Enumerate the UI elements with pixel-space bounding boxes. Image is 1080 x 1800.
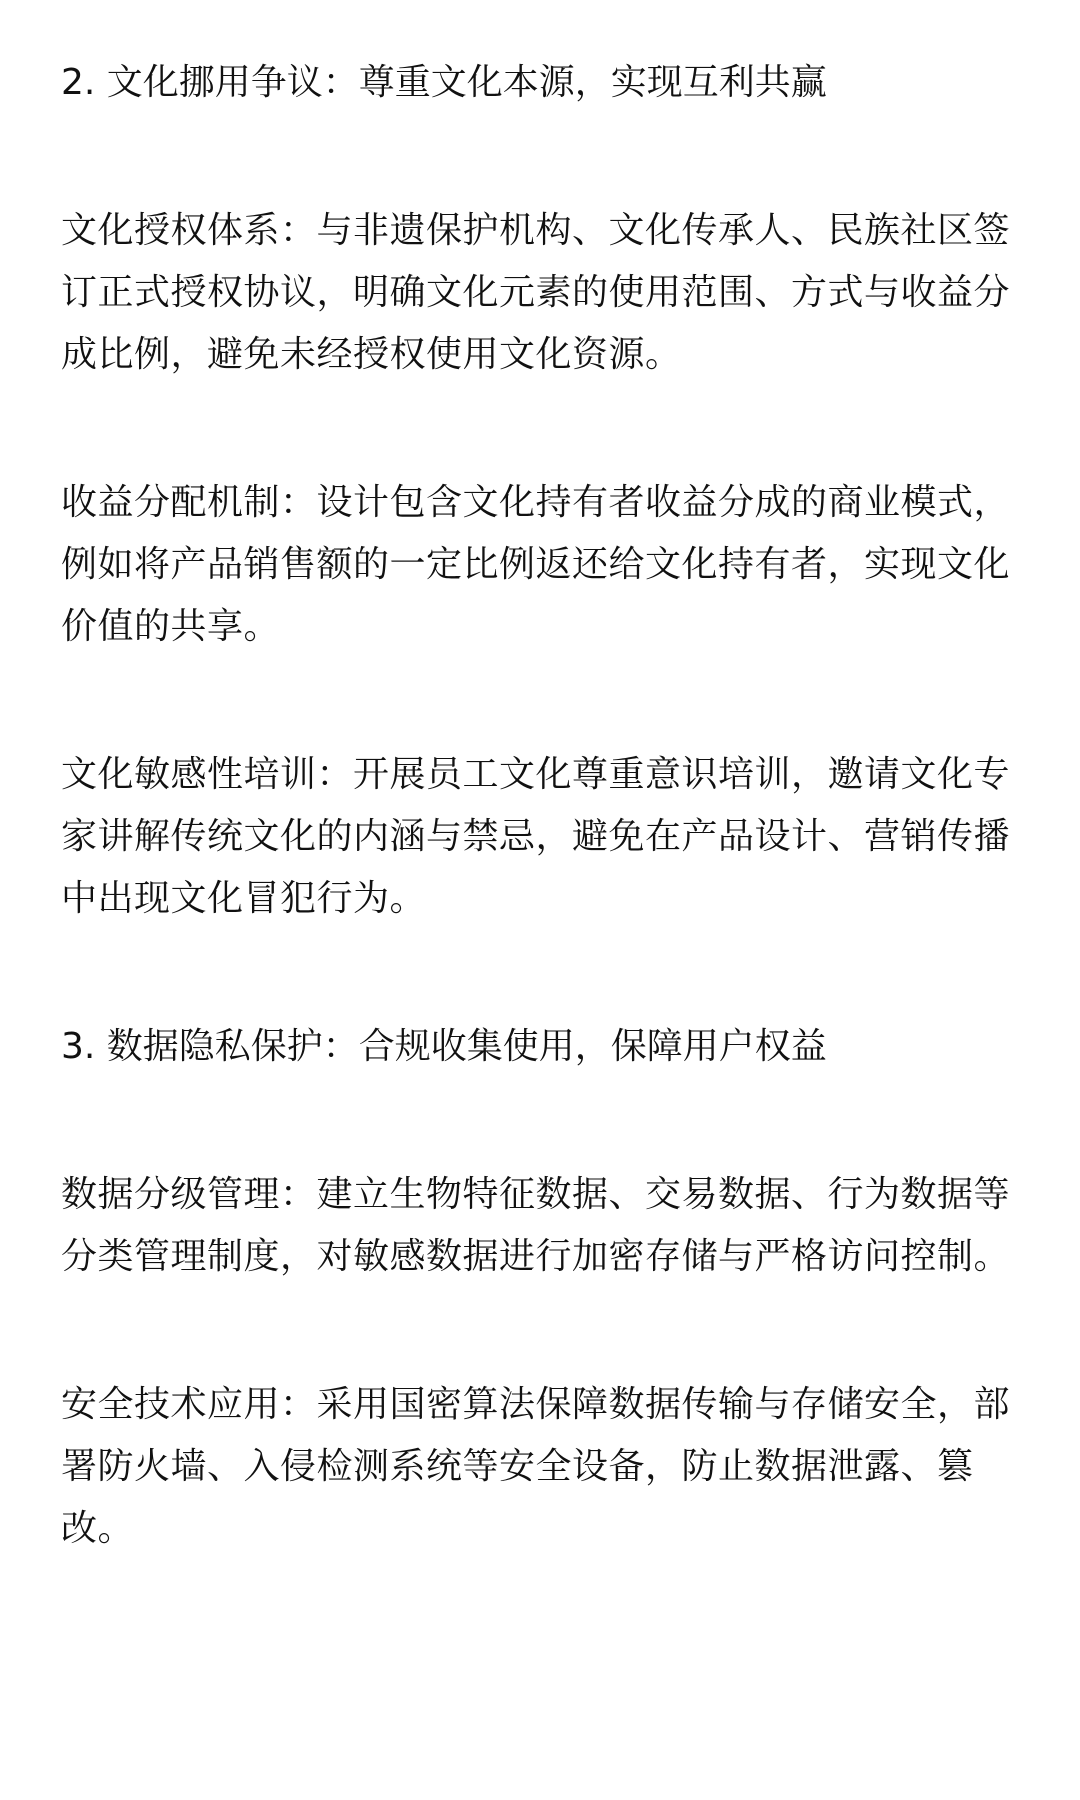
- paragraph-cultural-sensitivity-training: 文化敏感性培训：开展员工文化尊重意识培训，邀请文化专家讲解传统文化的内涵与禁忌，避免在产品设计、营销传播中出现文化冒犯行为。: [61, 754, 1011, 919]
- paragraph-data-classification: 数据分级管理：建立生物特征数据、交易数据、行为数据等分类管理制度，对敏感数据进行加密存储与严格访问控制。: [61, 1174, 1011, 1277]
- document-body: [61, 52, 1021, 1560]
- paragraph-security-technology: 安全技术应用：采用国密算法保障数据传输与存储安全，部署防火墙、入侵检测系统等安全设备，防止数据泄露、篡改。: [61, 1384, 1011, 1549]
- section-heading-2: 2. 文化挪用争议：尊重文化本源，实现互利共赢: [61, 62, 827, 103]
- paragraph-cultural-licensing: 文化授权体系：与非遗保护机构、文化传承人、民族社区签订正式授权协议，明确文化元素的使用范围、方式与收益分成比例，避免未经授权使用文化资源。: [61, 210, 1011, 375]
- section-heading-3: 3. 数据隐私保护：合规收集使用，保障用户权益: [61, 1026, 827, 1067]
- paragraph-revenue-distribution: 收益分配机制：设计包含文化持有者收益分成的商业模式，例如将产品销售额的一定比例返还给文化持有者，实现文化价值的共享。: [61, 482, 1011, 647]
